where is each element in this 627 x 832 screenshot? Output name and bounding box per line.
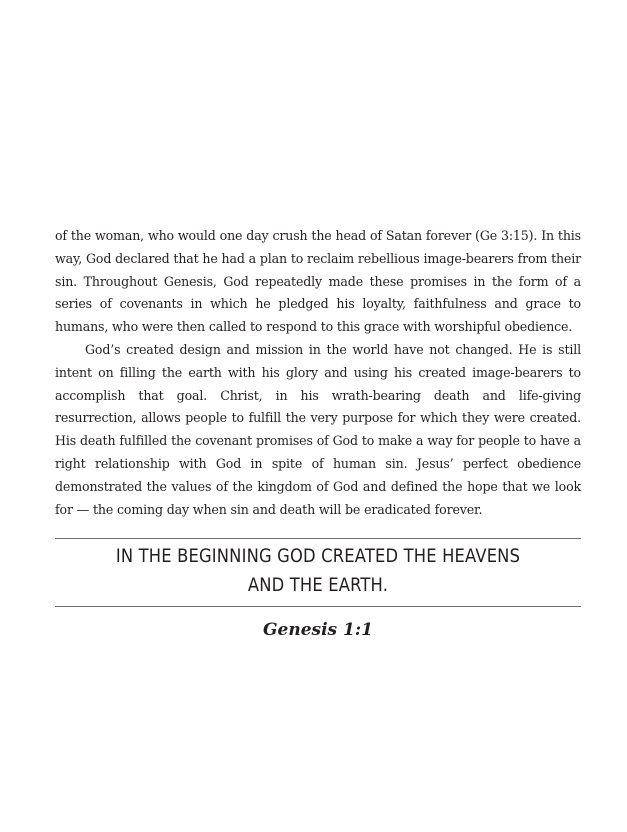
pullquote-bottom-rule xyxy=(55,606,581,607)
pullquote-line-1: IN THE BEGINNING GOD CREATED THE HEAVENS xyxy=(115,545,521,567)
scripture-citation: Genesis 1:1 xyxy=(263,620,373,640)
pullquote xyxy=(92,542,544,600)
paragraph-continued: of the woman, who would one day crush the head of Satan forever (Ge 3:15). In this way, God declared that he had a plan to reclaim rebellious image-bearers from their sin. Throughout Genesis, God repeatedly made these promises in the form of a series of covenants in which he pledged his loyalty, faithfulness and grace to humans, who were then called to respond to this grace with worshipful obedience. xyxy=(55,228,581,335)
body-text xyxy=(55,225,581,521)
paragraph-indented: God’s created design and mission in the world have not changed. He is still intent on filling the earth with his glory and using his created image-bearers to accomplish that goal. Christ, in his wrath-bearing death and life-giving resurrection, allows people to fulfill the very purpose for which they were created. His death fulfilled the covenant promises of God to make a way for people to have a right relationship with God in spite of human sin. Jesus’ perfect obedience demonstrated the values of the kingdom of God and defined the hope that we look for — the coming day when sin and death will be eradicated forever. xyxy=(55,341,581,517)
pullquote-top-rule xyxy=(55,538,581,539)
pullquote-line-2: AND THE EARTH. xyxy=(247,574,389,596)
